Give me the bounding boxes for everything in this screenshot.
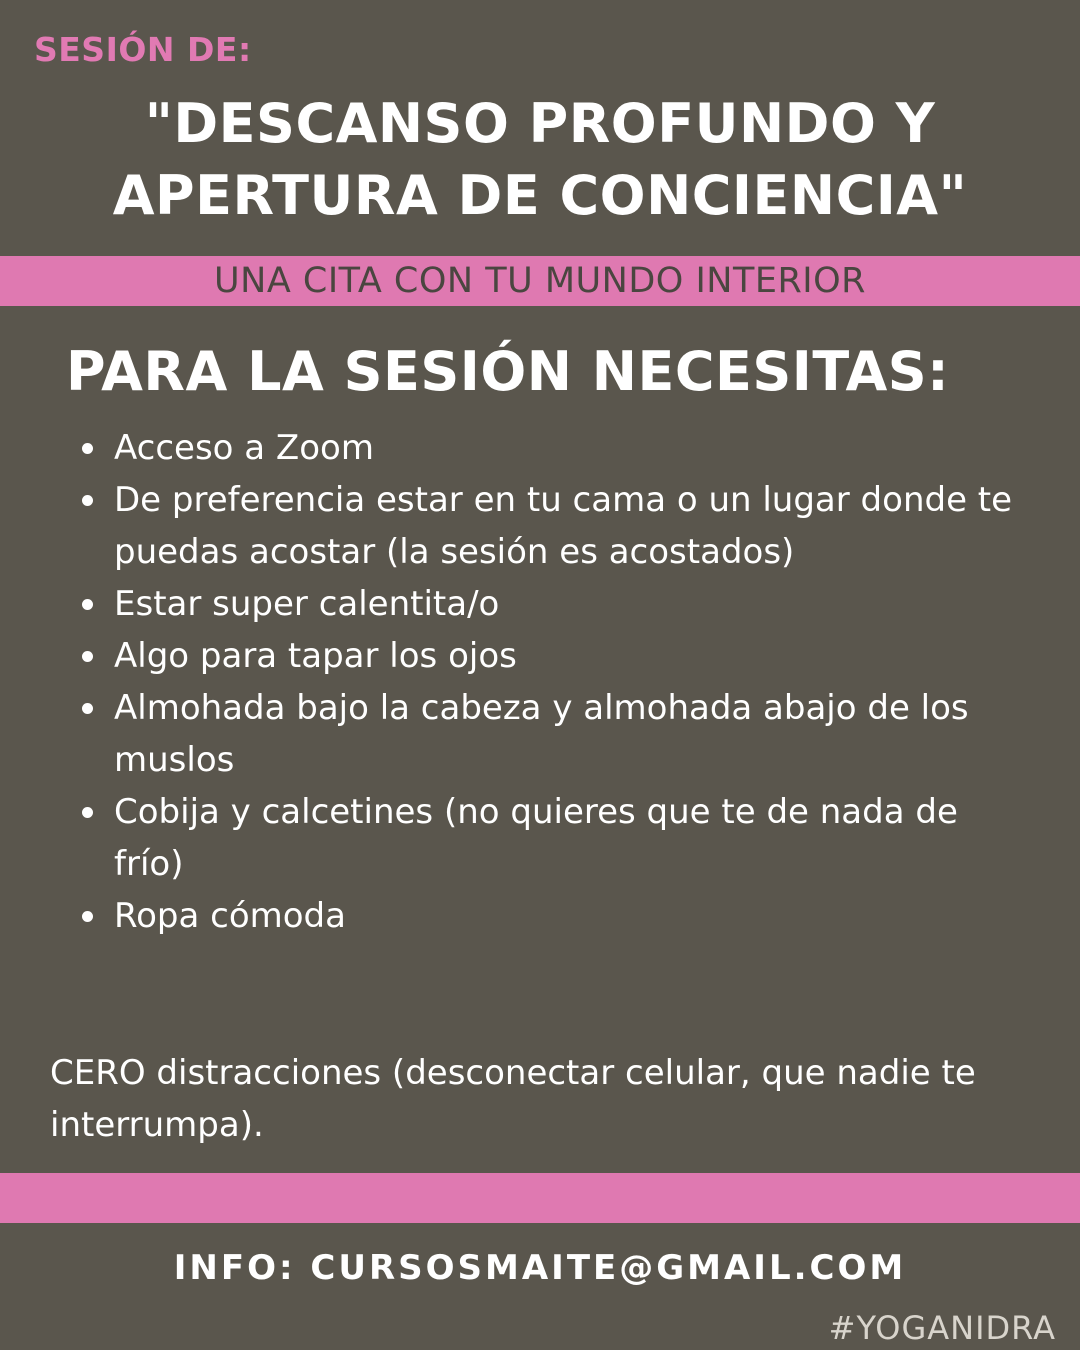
requirement-eye-cover: Algo para tapar los ojos	[78, 630, 1018, 682]
requirements-list	[78, 422, 1018, 942]
distractions-note: CERO distracciones (desconectar celular, que nadie te interrumpa).	[50, 1053, 976, 1145]
requirement-blanket-socks: Cobija y calcetines (no quieres que te de nada de frío)	[78, 786, 1018, 890]
session-title	[0, 88, 1080, 232]
requirements-heading: PARA LA SESIÓN NECESITAS:	[66, 340, 950, 403]
requirement-comfortable-clothes: Ropa cómoda	[78, 890, 1018, 942]
session-kicker: SESIÓN DE:	[34, 30, 252, 69]
session-subtitle: UNA CITA CON TU MUNDO INTERIOR	[214, 261, 866, 301]
contact-info: INFO: CURSOSMAITE@GMAIL.COM	[173, 1248, 907, 1288]
requirement-bed: De preferencia estar en tu cama o un lugar donde te puedas acostar (la sesión es acostados)	[78, 474, 1018, 578]
requirement-pillows: Almohada bajo la cabeza y almohada abajo de los muslos	[78, 682, 1018, 786]
session-title-line-1: "DESCANSO PROFUNDO Y	[144, 92, 936, 155]
bottom-accent-band	[0, 1173, 1080, 1223]
requirement-zoom: Acceso a Zoom	[78, 422, 1018, 474]
session-title-line-2: APERTURA DE CONCIENCIA"	[112, 164, 968, 227]
hashtag: #YOGANIDRA	[828, 1309, 1056, 1347]
requirement-warm: Estar super calentita/o	[78, 578, 1018, 630]
